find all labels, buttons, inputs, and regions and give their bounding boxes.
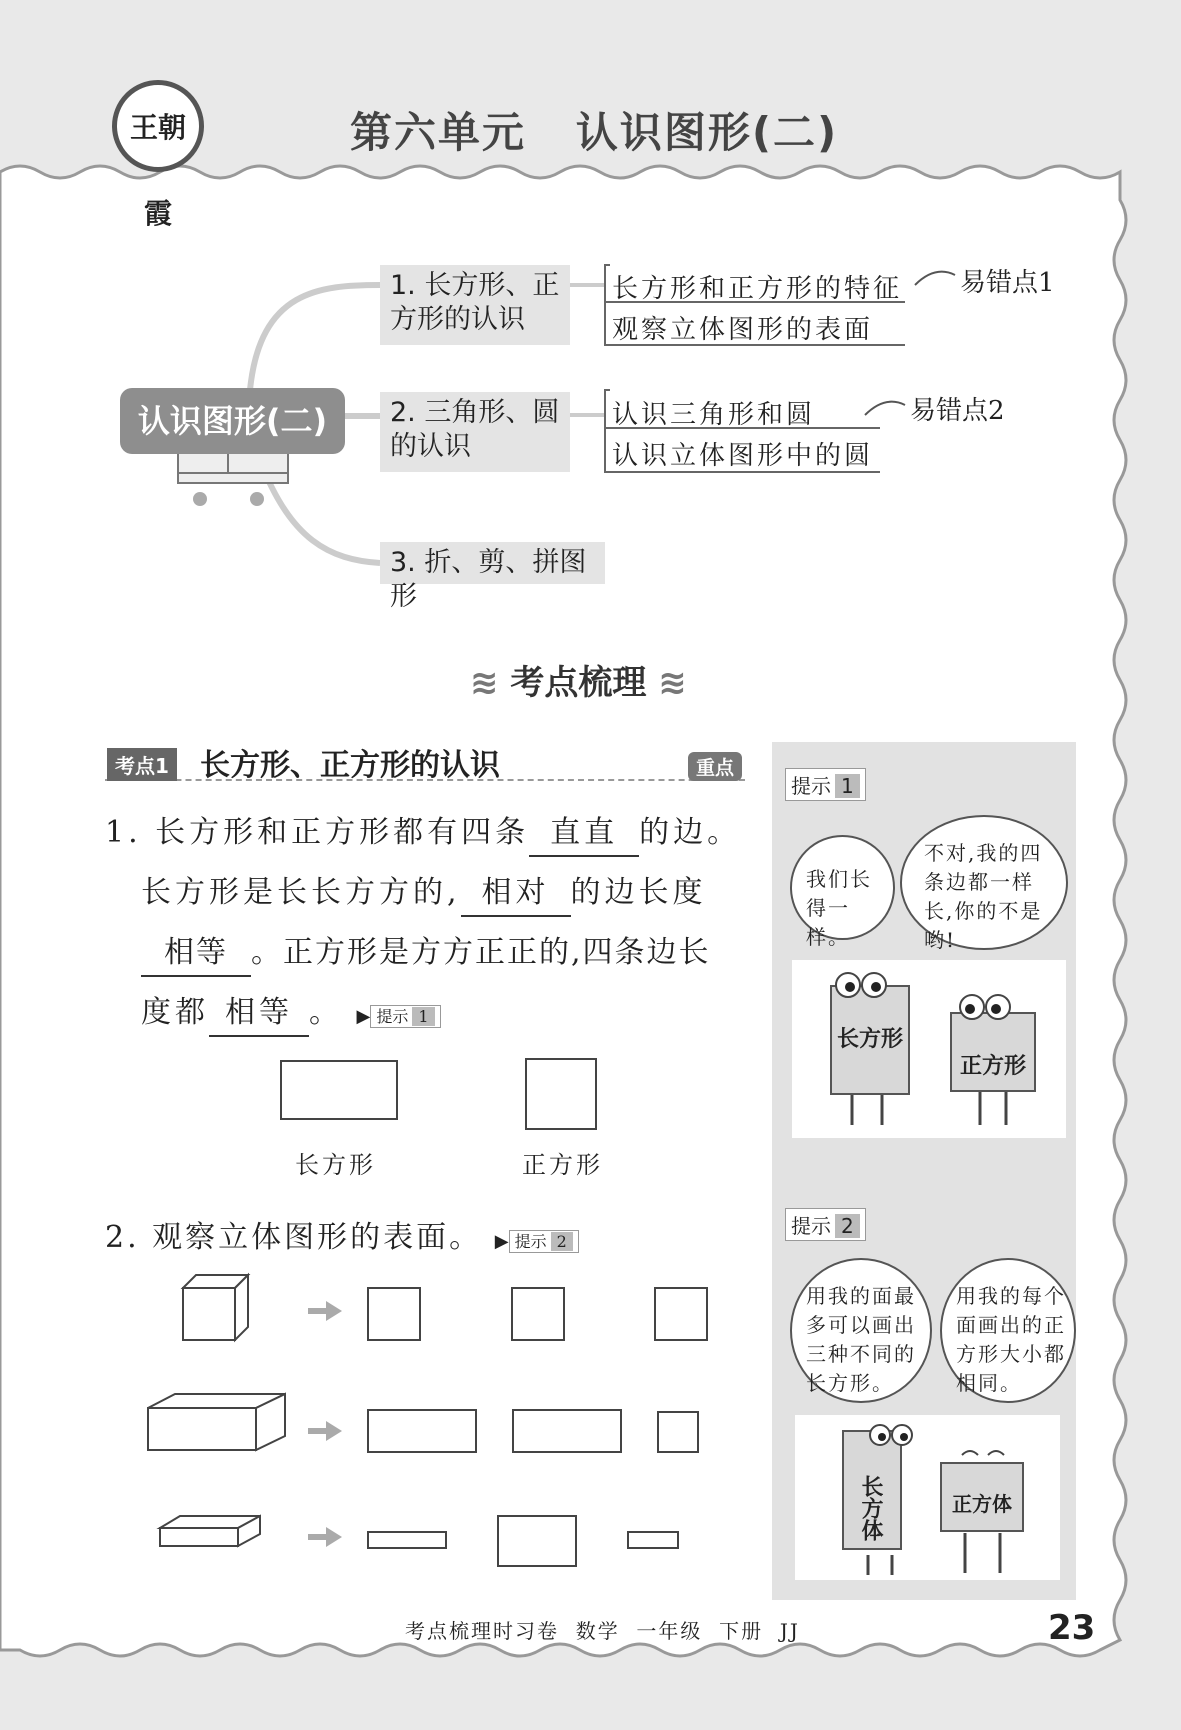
shape-label: 长方形 (295, 1151, 376, 1179)
tip-label-2: 提示 2 (785, 1208, 866, 1241)
rectangle-shape (280, 1060, 398, 1120)
page-number: 23 (1048, 1608, 1096, 1648)
branch-label: 2. 三角形、圆 (390, 397, 560, 428)
cuboid-shape (148, 1408, 256, 1450)
character-eyes-1 (830, 965, 1050, 1135)
question-2: 2. 观察立体图形的表面。 ▶ 提示 2 (105, 1212, 579, 1256)
branch-label: 1. 长方形、正 (390, 270, 560, 301)
solid-figures (140, 1270, 780, 1570)
cube-character: 正方体 (940, 1462, 1024, 1532)
question-1: 1. 长方形和正方形都有四条 直直 的边。 长方形是长长方方的, 相对 的边长度 相等 。正方形是方方正正的,四条边长 度都 相等 。 ▶ 提示 1 (105, 803, 765, 1047)
key-point-tag: 重点 (688, 752, 742, 781)
square-shape (525, 1058, 597, 1130)
cube-side (235, 1275, 248, 1340)
speech-bubble: 我们长得一样。 (790, 835, 895, 940)
logo: 王朝霞 (112, 80, 204, 172)
leaf-item: 认识立体图形中的圆 (612, 441, 874, 471)
error-point-2: 易错点2 (910, 396, 1005, 426)
speech-bubble: 用我的面最多可以画出三种不同的长方形。 (790, 1258, 932, 1403)
mindmap-root: 认识图形(二) (120, 388, 345, 454)
character-eyes-2 (840, 1415, 1040, 1580)
rectangle-character: 长方形 (830, 985, 910, 1095)
speech-bubble: 用我的每个面画出的正方形大小都相同。 (940, 1258, 1076, 1403)
topic-badge: 考点1 (107, 748, 177, 781)
hint-ref-2[interactable]: ▶ 提示 2 (495, 1231, 579, 1252)
section-title: ≋ 考点梳理 ≋ (470, 663, 687, 703)
flat-cuboid-shape (160, 1528, 238, 1546)
shape-label: 正方形 (522, 1151, 603, 1179)
leaf-item: 观察立体图形的表面 (612, 315, 874, 345)
leaf-item: 长方形和正方形的特征 (612, 274, 903, 304)
answer-blank[interactable]: 直直 (529, 811, 639, 857)
mindmap-branch-3 (380, 542, 605, 612)
square-character: 正方形 (950, 1012, 1036, 1092)
branch-label: 的认识 (390, 431, 471, 462)
footer-text: 考点梳理时习卷 数学 一年级 下册 JJ (405, 1619, 800, 1643)
tip-label-1: 提示 1 (785, 768, 866, 801)
topic-title: 长方形、正方形的认识 (200, 748, 500, 783)
speech-bubble: 不对,我的四条边都一样长,你的不是哟! (900, 815, 1068, 950)
cube-shape (183, 1288, 235, 1340)
error-point-1: 易错点1 (960, 268, 1055, 298)
cuboid-character: 长方体 (842, 1430, 902, 1550)
answer-blank[interactable]: 相等 (141, 931, 251, 977)
answer-blank[interactable]: 相等 (209, 991, 309, 1037)
mindmap-branch-1 (380, 265, 570, 345)
leaf-item: 认识三角形和圆 (612, 400, 816, 430)
branch-label: 3. 折、剪、拼图形 (390, 547, 587, 612)
hint-ref-1[interactable]: ▶ 提示 1 (357, 1006, 441, 1027)
answer-blank[interactable]: 相对 (461, 871, 571, 917)
mindmap-branch-2 (380, 392, 570, 472)
page-title: 第六单元 认识图形(二) (350, 108, 839, 157)
branch-label: 方形的认识 (390, 304, 525, 335)
